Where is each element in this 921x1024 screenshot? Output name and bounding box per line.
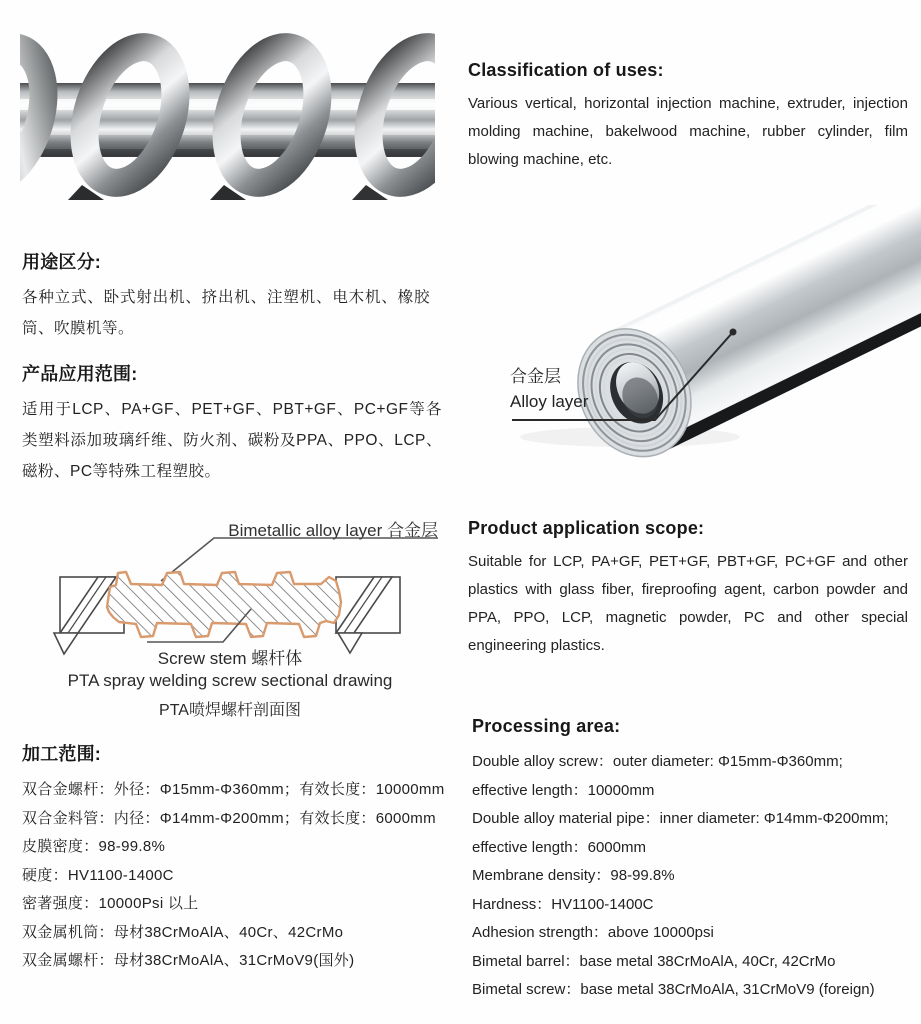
bimetallic-alloy-layer-label: Bimetallic alloy layer 合金层 — [228, 521, 438, 540]
caption-pta-en: PTA spray welding screw sectional drawing — [67, 671, 393, 690]
alloy-layer-label-en: Alloy layer — [510, 392, 589, 411]
processing-area-section — [472, 716, 918, 1005]
spec-line: 密著强度：10000Psi 以上 — [22, 895, 199, 912]
spec-line: 双金属螺杆：母材38CrMoAlA、31CrMoV9(国外) — [22, 952, 355, 969]
spec-line: 双合金料管：内径：Φ14mm-Φ200mm；有效长度：6000mm — [22, 809, 436, 827]
classification-body: Various vertical, horizontal injection machine, extruder, injection molding machine, bakelwood machine, rubber cylinder, film blowing machine, etc. — [468, 95, 908, 168]
processing-cn-title: 加工范围: — [22, 744, 101, 764]
scope-en-title: Product application scope: — [468, 518, 705, 538]
spec-line: effective length：6000mm — [472, 838, 646, 856]
caption-pta-cn: PTA喷焊螺杆剖面图 — [159, 702, 301, 719]
uses-cn-body: 各种立式、卧式射出机、挤出机、注塑机、电木机、橡胶筒、吹膜机等。 — [22, 289, 430, 337]
alloy-layer-label-cn: 合金层 — [510, 367, 561, 386]
product-application-scope-section — [468, 518, 908, 660]
processing-en-lines — [472, 748, 918, 1005]
classification-title: Classification of uses: — [468, 60, 664, 80]
caption-screw-stem: Screw stem 螺杆体 — [157, 649, 303, 668]
barrel-photo-image — [470, 205, 921, 465]
classification-of-uses-section — [468, 60, 908, 174]
spec-line: Adhesion strength：above 10000psi — [472, 924, 714, 941]
scope-cn-title: 产品应用范围: — [22, 364, 138, 384]
spec-line: 双金属机筒：母材38CrMoAlA、40Cr、42CrMo — [22, 923, 344, 941]
spec-line: Double alloy material pipe：inner diameter: Φ14mm-Φ200mm; — [472, 810, 889, 827]
scope-cn-section — [22, 360, 442, 487]
processing-range-cn-section — [22, 740, 452, 976]
barrel-photo — [470, 205, 921, 465]
spec-line: Double alloy screw：outer diameter: Φ15mm-Φ360mm; — [472, 753, 843, 770]
spec-line: Bimetal screw：base metal 38CrMoAlA, 31CrMoV9 (foreign) — [472, 981, 875, 998]
uses-cn-section — [22, 248, 430, 344]
spec-line: Hardness：HV1100-1400C — [472, 895, 654, 913]
scope-cn-body: 适用于LCP、PA+GF、PET+GF、PBT+GF、PC+GF等各类塑料添加玻璃纤维、防火剂、碳粉及PPA、PPO、LCP、磁粉、PC等特殊工程塑胶。 — [22, 401, 442, 480]
screw-photo-image — [20, 25, 435, 200]
spec-line: Membrane density：98-99.8% — [472, 867, 675, 884]
screw-photo — [20, 25, 435, 200]
scope-en-body: Suitable for LCP, PA+GF, PET+GF, PBT+GF, PC+GF and other plastics with glass fiber, fireproofing agent, carbon powder and PPA, PPO, LCP, magnetic powder, PC and other special engineering plastics. — [468, 553, 908, 654]
spec-line: 皮膜密度：98-99.8% — [22, 838, 166, 855]
processing-en-title: Processing area: — [472, 716, 621, 736]
uses-cn-title: 用途区分: — [22, 252, 101, 272]
spec-line: Bimetal barrel：base metal 38CrMoAlA, 40Cr, 42CrMo — [472, 952, 836, 970]
spec-line: effective length：10000mm — [472, 781, 655, 799]
spec-line: 双合金螺杆：外径：Φ15mm-Φ360mm；有效长度：10000mm — [22, 781, 445, 798]
spec-line: 硬度：HV1100-1400C — [22, 866, 174, 884]
processing-cn-lines — [22, 776, 452, 976]
alloy-layer-callout — [510, 364, 588, 414]
